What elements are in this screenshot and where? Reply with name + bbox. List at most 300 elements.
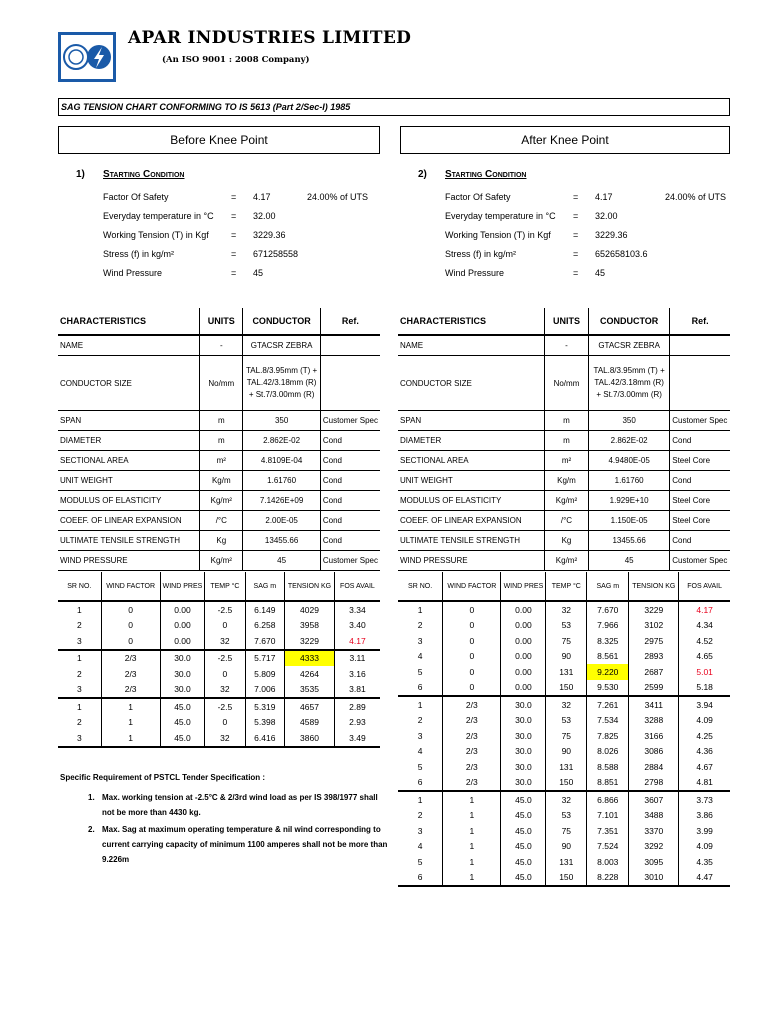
data-row	[398, 839, 730, 855]
char-header-cell: Ref.	[320, 308, 380, 335]
char-header-cell: UNITS	[544, 308, 588, 335]
char-cell: Steel Core	[670, 451, 730, 471]
spec-text: Max. working tension at -2.5°C & 2/3rd wind load as per IS 398/1977 shall not be more than 4430 kg.	[102, 793, 378, 817]
char-cell: SPAN	[58, 411, 200, 431]
condition-value: 671258558	[253, 249, 299, 259]
data-cell: 45.0	[160, 698, 205, 715]
left-sag-tension-table	[58, 572, 380, 748]
data-cell: 75	[546, 728, 587, 744]
data-row	[398, 870, 730, 887]
data-cell: 3166	[629, 728, 679, 744]
data-header-cell: WIND FACTOR	[443, 572, 501, 601]
char-cell: 13455.66	[243, 531, 320, 551]
char-cell: TAL.8/3.95mm (T) + TAL.42/3.18mm (R) + St.7/3.00mm (R)	[589, 356, 670, 411]
char-row	[58, 471, 380, 491]
data-cell: 4.17	[334, 633, 380, 650]
char-cell: Steel Core	[670, 491, 730, 511]
data-cell: 30.0	[501, 728, 546, 744]
data-cell: 6.866	[587, 791, 629, 808]
data-cell: 2599	[629, 680, 679, 697]
data-cell: 6.416	[245, 730, 285, 747]
condition-value: 45	[595, 268, 606, 278]
data-cell: 3288	[629, 713, 679, 729]
char-cell: Kg/m²	[544, 551, 588, 571]
data-cell: 131	[546, 854, 587, 870]
data-cell: 0	[443, 664, 501, 680]
spec-title: Specific Requirement of PSTCL Tender Specification :	[60, 773, 266, 782]
data-cell: 7.351	[587, 823, 629, 839]
data-cell: 32	[205, 682, 245, 699]
condition-eq: =	[573, 230, 579, 240]
condition-eq: =	[573, 268, 579, 278]
char-cell: COEEF. OF LINEAR EXPANSION	[398, 511, 544, 531]
char-cell: Cond	[670, 431, 730, 451]
char-row	[58, 491, 380, 511]
data-cell: 0.00	[160, 633, 205, 650]
data-cell: 3411	[629, 696, 679, 713]
char-cell: CONDUCTOR SIZE	[398, 356, 544, 411]
spec-text: Max. Sag at maximum operating temperature & nil wind corresponding to current carrying capacity of minimum 1100 amperes shall not be more than 9.226m	[102, 825, 388, 864]
char-cell: Kg/m	[544, 471, 588, 491]
data-cell: 4.67	[679, 759, 730, 775]
left-characteristics-table	[58, 308, 380, 571]
data-cell: 5.319	[245, 698, 285, 715]
char-cell: No/mm	[544, 356, 588, 411]
data-cell: 4657	[285, 698, 335, 715]
data-row	[398, 601, 730, 618]
data-cell: 150	[546, 680, 587, 697]
data-cell: 1	[417, 604, 423, 615]
data-row	[398, 618, 730, 634]
char-cell: 4.9480E-05	[589, 451, 670, 471]
data-cell: 3010	[629, 870, 679, 887]
condition-label: Stress (f) in kg/m²	[103, 249, 175, 259]
char-header-cell: CHARACTERISTICS	[398, 308, 544, 335]
data-cell: 30.0	[160, 666, 205, 682]
char-header-cell: CONDUCTOR	[589, 308, 670, 335]
data-cell: 4.17	[679, 601, 730, 618]
data-header-cell: FOS AVAIL	[679, 572, 730, 601]
data-cell: 4.52	[679, 633, 730, 649]
data-cell: 53	[546, 808, 587, 824]
data-cell: 3.99	[679, 823, 730, 839]
char-cell: Kg/m	[200, 471, 243, 491]
data-cell: 5.809	[245, 666, 285, 682]
data-cell: 45.0	[160, 730, 205, 747]
data-cell: 3.16	[334, 666, 380, 682]
data-cell: 2.89	[334, 698, 380, 715]
char-cell: /°C	[544, 511, 588, 531]
char-cell: UNIT WEIGHT	[398, 471, 544, 491]
char-cell	[320, 335, 380, 356]
char-cell: 1.61760	[243, 471, 320, 491]
char-row	[58, 431, 380, 451]
chart-title: SAG TENSION CHART CONFORMING TO IS 5613 (Part 2/Sec-I) 1985	[58, 98, 730, 116]
data-cell: 45.0	[501, 808, 546, 824]
data-cell: 45.0	[501, 823, 546, 839]
data-cell: 0	[443, 649, 501, 665]
data-cell: 0	[101, 633, 160, 650]
condition-eq: =	[573, 249, 579, 259]
data-cell: 3370	[629, 823, 679, 839]
data-cell: 4.09	[679, 839, 730, 855]
char-cell: Kg/m²	[200, 491, 243, 511]
data-cell: 4333	[285, 650, 335, 667]
data-cell: 131	[546, 759, 587, 775]
data-row	[58, 633, 380, 650]
data-cell: 3.86	[679, 808, 730, 824]
condition-label: Stress (f) in kg/m²	[445, 249, 517, 259]
data-cell: 150	[546, 870, 587, 887]
char-cell: Cond	[320, 471, 380, 491]
data-header-cell: SR NO.	[398, 572, 443, 601]
data-cell: 3607	[629, 791, 679, 808]
data-cell: 4	[417, 841, 423, 852]
data-cell: 0.00	[501, 601, 546, 618]
char-row	[58, 551, 380, 571]
data-cell: 1	[398, 791, 443, 808]
data-cell: 2975	[629, 633, 679, 649]
char-cell: 7.1426E+09	[243, 491, 320, 511]
char-header-cell: CHARACTERISTICS	[58, 308, 200, 335]
data-cell: 7.006	[245, 682, 285, 699]
data-cell: 7.534	[587, 713, 629, 729]
data-cell: 1	[443, 870, 501, 887]
char-cell: Customer Spec	[670, 551, 730, 571]
data-row	[398, 854, 730, 870]
data-row	[398, 775, 730, 792]
char-row	[398, 491, 730, 511]
char-row	[58, 451, 380, 471]
char-row	[58, 335, 380, 356]
char-cell: 2.862E-02	[589, 431, 670, 451]
data-cell: 7.101	[587, 808, 629, 824]
char-cell: Cond	[670, 471, 730, 491]
char-cell: No/mm	[200, 356, 243, 411]
char-cell: Customer Spec	[320, 411, 380, 431]
data-cell: 0.00	[501, 664, 546, 680]
data-cell: 1	[101, 730, 160, 747]
condition-value: 652658103.6	[595, 249, 648, 259]
data-cell: 3292	[629, 839, 679, 855]
data-row	[398, 744, 730, 760]
data-cell: 32	[205, 730, 245, 747]
data-cell: 1	[443, 823, 501, 839]
data-cell: 4029	[285, 601, 335, 618]
char-header-cell: CONDUCTOR	[243, 308, 320, 335]
data-header-cell: TEMP °C	[205, 572, 245, 601]
char-row	[398, 451, 730, 471]
data-header-cell: FOS AVAIL	[334, 572, 380, 601]
data-cell: 53	[546, 713, 587, 729]
char-cell: Cond	[320, 511, 380, 531]
data-cell: 2	[76, 620, 82, 631]
data-cell: 3	[417, 825, 423, 836]
data-cell: 2.93	[334, 715, 380, 731]
char-cell: 2.862E-02	[243, 431, 320, 451]
data-cell: 32	[205, 633, 245, 650]
char-row	[398, 335, 730, 356]
data-cell: 0	[205, 666, 245, 682]
data-cell: 0.00	[501, 633, 546, 649]
data-cell: 6	[417, 777, 423, 788]
data-cell: 2798	[629, 775, 679, 792]
data-cell: 3860	[285, 730, 335, 747]
char-cell: m²	[544, 451, 588, 471]
data-cell: 32	[546, 791, 587, 808]
data-cell: 0	[101, 601, 160, 618]
data-cell: 30.0	[501, 759, 546, 775]
data-cell: 3	[417, 730, 423, 741]
data-cell: 2	[417, 620, 423, 631]
char-row	[398, 431, 730, 451]
char-cell	[320, 356, 380, 411]
data-cell: 0.00	[160, 618, 205, 634]
data-row	[398, 759, 730, 775]
data-cell: 3488	[629, 808, 679, 824]
char-row	[58, 511, 380, 531]
condition-label: Wind Pressure	[103, 268, 163, 278]
data-cell: 4.65	[679, 649, 730, 665]
data-cell: 1	[76, 604, 82, 615]
condition-label: Everyday temperature in °C	[103, 211, 214, 221]
data-cell: 30.0	[501, 713, 546, 729]
data-cell: 45.0	[501, 839, 546, 855]
data-cell: -2.5	[205, 698, 245, 715]
data-cell: 30.0	[501, 744, 546, 760]
data-cell: 90	[546, 839, 587, 855]
char-cell: DIAMETER	[58, 431, 200, 451]
data-cell: 0	[443, 618, 501, 634]
char-cell: -	[200, 335, 243, 356]
data-cell: 4	[417, 651, 423, 662]
data-header-cell: WIND PRES	[160, 572, 205, 601]
data-cell: 2/3	[101, 666, 160, 682]
char-cell: m	[200, 411, 243, 431]
data-cell: 45.0	[501, 791, 546, 808]
char-cell	[670, 335, 730, 356]
data-cell: 150	[546, 775, 587, 792]
data-cell: 7.524	[587, 839, 629, 855]
data-cell: 3.34	[334, 601, 380, 618]
data-cell: -2.5	[205, 650, 245, 667]
data-cell: 2	[417, 715, 423, 726]
data-cell: 3229	[285, 633, 335, 650]
char-cell: m	[544, 411, 588, 431]
data-cell: 2/3	[443, 744, 501, 760]
spec-item	[88, 822, 388, 867]
data-row	[58, 682, 380, 699]
char-cell: Cond	[320, 491, 380, 511]
data-cell: 3.81	[334, 682, 380, 699]
data-cell: 8.561	[587, 649, 629, 665]
char-cell: /°C	[200, 511, 243, 531]
data-cell: 2/3	[443, 728, 501, 744]
data-cell: 1	[58, 698, 101, 715]
condition-label: Everyday temperature in °C	[445, 211, 556, 221]
data-cell: 4.36	[679, 744, 730, 760]
data-row	[398, 728, 730, 744]
data-cell: 32	[546, 601, 587, 618]
right-characteristics-table	[398, 308, 730, 571]
char-cell: Customer Spec	[320, 551, 380, 571]
char-cell: WIND PRESSURE	[398, 551, 544, 571]
char-cell: Cond	[320, 431, 380, 451]
char-cell: NAME	[398, 335, 544, 356]
char-row	[398, 356, 730, 411]
data-cell: 75	[546, 823, 587, 839]
data-cell: 0	[205, 715, 245, 731]
char-cell: Customer Spec	[670, 411, 730, 431]
data-header-cell: WIND PRES	[501, 572, 546, 601]
data-cell: 3	[76, 635, 82, 646]
char-cell: 13455.66	[589, 531, 670, 551]
char-row	[58, 531, 380, 551]
data-cell: 3	[76, 732, 82, 743]
data-row	[58, 698, 380, 715]
data-cell: 4	[417, 746, 423, 757]
char-cell: Cond	[320, 451, 380, 471]
condition-value: 4.17	[253, 192, 271, 202]
char-cell: ULTIMATE TENSILE STRENGTH	[398, 531, 544, 551]
char-row	[398, 551, 730, 571]
data-cell: 7.966	[587, 618, 629, 634]
char-cell: 4.8109E-04	[243, 451, 320, 471]
char-cell: SECTIONAL AREA	[398, 451, 544, 471]
condition-label: Factor Of Safety	[103, 192, 169, 202]
char-cell: 350	[589, 411, 670, 431]
data-row	[398, 808, 730, 824]
condition-label: Wind Pressure	[445, 268, 505, 278]
data-header-cell: TENSION KG	[629, 572, 679, 601]
data-cell: 7.670	[587, 601, 629, 618]
data-cell: 4.09	[679, 713, 730, 729]
data-cell: 2/3	[101, 682, 160, 699]
data-cell: 2	[76, 717, 82, 728]
char-cell: SECTIONAL AREA	[58, 451, 200, 471]
char-cell: Steel Core	[670, 511, 730, 531]
data-cell: 3102	[629, 618, 679, 634]
char-cell: DIAMETER	[398, 431, 544, 451]
char-cell: Kg/m²	[544, 491, 588, 511]
condition-eq: =	[231, 192, 237, 202]
data-cell: 4.34	[679, 618, 730, 634]
data-cell: 8.026	[587, 744, 629, 760]
data-cell: 0	[443, 601, 501, 618]
before-knee-title: Before Knee Point	[58, 126, 380, 154]
data-cell: 30.0	[160, 650, 205, 667]
char-cell: SPAN	[398, 411, 544, 431]
data-cell: 5.398	[245, 715, 285, 731]
char-row	[58, 356, 380, 411]
data-header-cell: TENSION KG	[285, 572, 335, 601]
data-cell: 6	[417, 872, 423, 883]
data-row	[58, 730, 380, 747]
char-cell: Kg	[200, 531, 243, 551]
data-cell: 9.220	[587, 664, 629, 680]
data-cell: 2687	[629, 664, 679, 680]
condition-eq: =	[231, 268, 237, 278]
data-cell: 45.0	[501, 854, 546, 870]
data-cell: 45.0	[501, 870, 546, 887]
char-cell: 1.61760	[589, 471, 670, 491]
data-cell: 4.47	[679, 870, 730, 887]
char-header-cell: Ref.	[670, 308, 730, 335]
char-row	[398, 471, 730, 491]
data-cell: 45.0	[160, 715, 205, 731]
data-cell: 90	[546, 744, 587, 760]
data-cell: 7.670	[245, 633, 285, 650]
data-cell: 3086	[629, 744, 679, 760]
data-cell: 5.01	[679, 664, 730, 680]
data-cell: 2893	[629, 649, 679, 665]
data-cell: 4589	[285, 715, 335, 731]
char-row	[398, 511, 730, 531]
data-cell: 2	[417, 810, 423, 821]
data-cell: 0.00	[501, 680, 546, 697]
data-cell: 3535	[285, 682, 335, 699]
data-cell: 0	[205, 618, 245, 634]
data-row	[398, 696, 730, 713]
data-cell: 3229	[629, 601, 679, 618]
char-cell: GTACSR ZEBRA	[243, 335, 320, 356]
data-cell: 3.40	[334, 618, 380, 634]
data-cell: 3	[76, 684, 82, 695]
char-cell: TAL.8/3.95mm (T) + TAL.42/3.18mm (R) + St.7/3.00mm (R)	[243, 356, 320, 411]
data-cell: 75	[546, 633, 587, 649]
data-cell: 2/3	[443, 759, 501, 775]
data-cell: 7.825	[587, 728, 629, 744]
char-cell: 1.150E-05	[589, 511, 670, 531]
data-cell: 3.11	[334, 650, 380, 667]
char-cell: m	[544, 431, 588, 451]
data-row	[58, 601, 380, 618]
left-cond-title: Starting Condition	[103, 169, 185, 180]
data-cell: 1	[101, 698, 160, 715]
data-cell: 0	[101, 618, 160, 634]
data-cell: 2/3	[101, 650, 160, 667]
condition-eq: =	[231, 230, 237, 240]
iso-certification: (An ISO 9001 : 2008 Company)	[162, 55, 310, 65]
data-header-cell: SAG m	[587, 572, 629, 601]
data-cell: 6.258	[245, 618, 285, 634]
data-cell: 53	[546, 618, 587, 634]
right-sag-tension-table	[398, 572, 730, 887]
char-row	[58, 411, 380, 431]
data-cell: 4.81	[679, 775, 730, 792]
data-cell: 3.94	[679, 696, 730, 713]
data-cell: 3	[417, 635, 423, 646]
char-cell: Cond	[670, 531, 730, 551]
condition-label: Working Tension (T) in Kgf	[445, 230, 551, 240]
condition-extra: 24.00% of UTS	[665, 192, 727, 202]
data-header-cell: SR NO.	[58, 572, 101, 601]
data-cell: 30.0	[160, 682, 205, 699]
char-cell: GTACSR ZEBRA	[589, 335, 670, 356]
char-cell: 350	[243, 411, 320, 431]
data-cell: 90	[546, 649, 587, 665]
char-row	[398, 411, 730, 431]
data-cell: 5	[417, 856, 423, 867]
spec-list	[88, 790, 388, 867]
data-row	[398, 713, 730, 729]
data-cell: 9.530	[587, 680, 629, 697]
data-row	[398, 664, 730, 680]
data-header-cell: TEMP °C	[546, 572, 587, 601]
condition-extra: 24.00% of UTS	[307, 192, 369, 202]
data-cell: 4.35	[679, 854, 730, 870]
data-cell: 3958	[285, 618, 335, 634]
